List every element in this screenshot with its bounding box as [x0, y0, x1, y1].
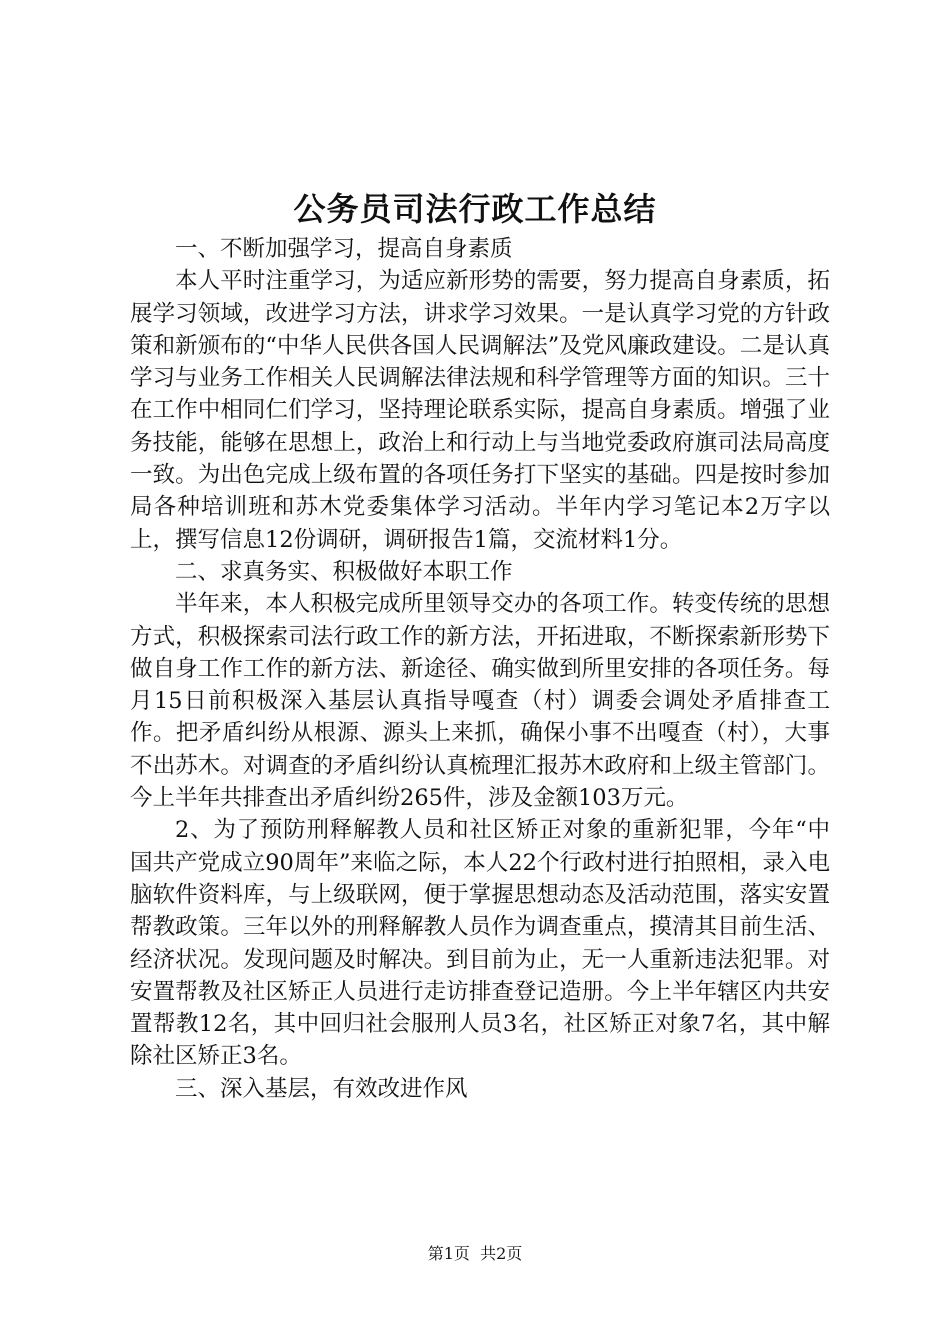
section-heading-2: 二、求真务实、积极做好本职工作: [175, 558, 513, 585]
page-number: 第1页 共2页: [427, 1244, 523, 1263]
page-footer: [0, 1242, 950, 1266]
paragraph-prevention: 2、为了预防刑释解教人员和社区矫正对象的重新犯罪，今年“中国共产党成立90周年”来临之际，本人22个行政村进行拍照相，录入电脑软件资料库，与上级联网，便于掌握思想动态及活动范围，落实安置帮教政策。三年以外的刑释解教人员作为调查重点，摸清其目前生活、经济状况。发现问题及时解决。到目前为止，无一人重新违法犯罪。对安置帮教及社区矫正人员进行走访排查登记造册。今上半年辖区内共安置帮教12名，其中回归社会服刑人员3名，社区矫正对象7名，其中解除社区矫正3名。: [130, 817, 830, 1070]
paragraph-duties: 半年来，本人积极完成所里领导交办的各项工作。转变传统的思想方式，积极探索司法行政工作的新方法，开拓进取，不断探索新形势下做自身工作工作的新方法、新途径、确实做到所里安排的各项任务。每月15日前积极深入基层认真指导嘎查（村）调委会调处矛盾排查工作。把矛盾纠纷从根源、源头上来抓，确保小事不出嘎查（村），大事不出苏木。对调查的矛盾纠纷认真梳理汇报苏木政府和上级主管部门。今上半年共排查出矛盾纠纷265件，涉及金额103万元。: [130, 591, 830, 812]
document-body: [130, 233, 830, 1105]
paragraph-study: 本人平时注重学习，为适应新形势的需要，努力提高自身素质，拓展学习领域，改进学习方法，讲求学习效果。一是认真学习党的方针政策和新颁布的“中华人民供各国人民调解法”及党风廉政建设。二是认真学习与业务工作相关人民调解法律法规和科学管理等方面的知识。三十在工作中相同仁们学习，坚持理论联系实际，提高自身素质。增强了业务技能，能够在思想上，政治上和行动上与当地党委政府旗司法局高度一致。为出色完成上级布置的各项任务打下坚实的基础。四是按时参加局各种培训班和苏木党委集体学习活动。半年内学习笔记本2万字以上，撰写信息12份调研，调研报告1篇，交流材料1分。: [130, 268, 830, 553]
section-heading-3: 三、深入基层，有效改进作风: [175, 1075, 468, 1102]
section-heading-1: 一、不断加强学习，提高自身素质: [175, 236, 513, 262]
document-title: 公务员司法行政工作总结: [293, 190, 657, 228]
